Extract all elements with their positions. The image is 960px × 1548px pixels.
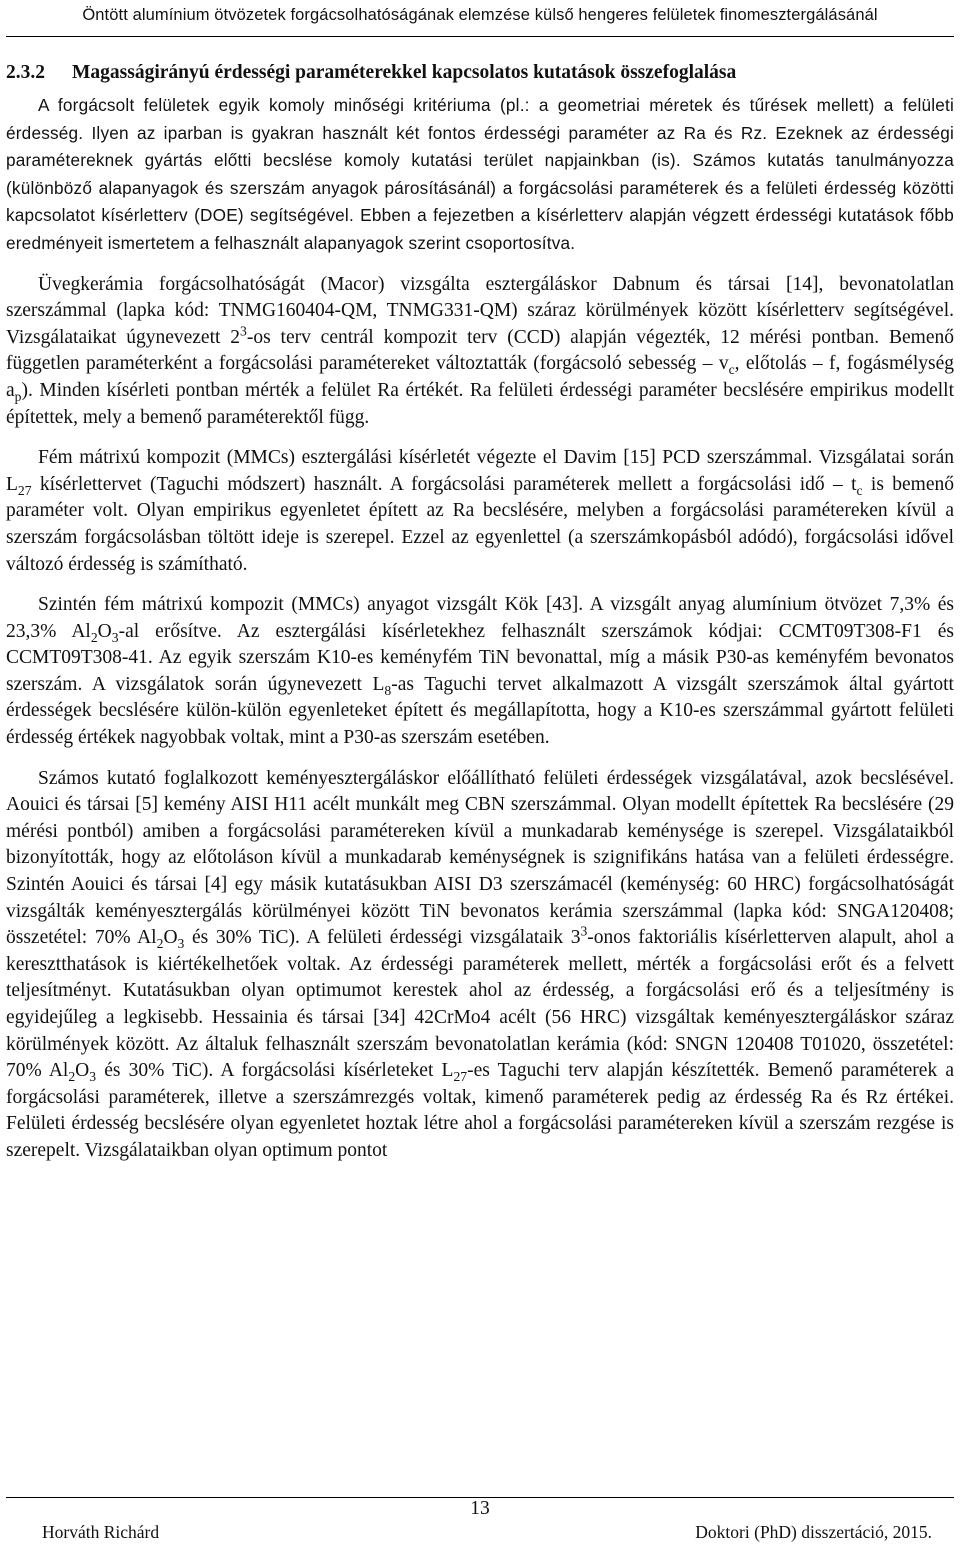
paragraph-2 (6, 272, 954, 432)
header-divider (6, 36, 954, 37)
paragraph-3 (6, 445, 954, 578)
paragraph-3-text: kísérlettervet (Taguchi módszert) használt. A forgácsolási paraméterek mellett a forgácsolási idő – t (31, 473, 857, 495)
page-number: 13 (470, 1498, 490, 1519)
paragraph-1-sans-text-cont: Számos kutatás tanulmányozza (különböző alapanyagok és szerszám anyagok párosításánál) a forgácsolási paraméterek és a felületi érdesség közötti kapcsolatot kísérletterv (DOE) segítségével. Ebben a fejezetben a kísérletterv alapján végzett érdességi kutatások főbb eredményeit ismertetem a felhasznált alapanyagok szerint csoportosítva. (6, 150, 955, 253)
paragraph-2-text: , előtolás – f, fogásmélység a (6, 353, 954, 401)
subscript: 2 (90, 629, 98, 645)
paragraph-4 (6, 592, 954, 752)
subscript: 27 (453, 1069, 468, 1085)
subscript: 3 (111, 629, 119, 645)
running-header: Öntött alumínium ötvözetek forgácsolhatóságának elemzése külső hengeres felületek finomesztergálásánál (82, 6, 878, 24)
paragraph-5-text: és 30% TiC). A felületi érdességi vizsgálataik 3 (184, 927, 581, 949)
subscript: 27 (17, 482, 32, 498)
paragraph-2-text: -os terv centrál kompozit terv (CCD) alapján végezték, 12 mérési pontban. Bemenő független paraméterként a forgácsolási paramétereket változtatták (forgácsoló sebesség – v (6, 326, 954, 375)
paragraph-5-text: Számos kutató foglalkozott keményesztergáláskor előállítható felületi érdességek vizsgálatával, azok becslésével. Aouici és társai [5] kemény AISI H11 acélt munkált meg CBN szerszámmal. Olyan modellt építettek Ra becslésére (29 mérési pontból) amiben a forgácsolási paramétereken kívül a munkadarab keménysége is szerepel. Vizsgálataikból bizonyították, hogy az előtoláson kívül a munkadarab keménységnek is szignifikáns hatása van a felületi érdességre. Szintén Aouici és társai [4] egy másik kutatásukban AISI D3 szerszámacél (keménység: 60 HRC) forgácsolhatóságát vizsgálták keményesztergálás körülményei között TiN bevonatos kerámia szerszámmal (lapka kód: SNGA120408; összetétel: 70% Al (6, 767, 954, 949)
superscript: 3 (580, 923, 588, 939)
paragraph-5-text: O (163, 927, 178, 949)
subscript: 3 (177, 936, 185, 952)
section-title: Magasságirányú érdességi paraméterekkel kapcsolatos kutatások összefoglalása (72, 62, 737, 83)
subscript: 2 (156, 936, 164, 952)
superscript: 3 (240, 323, 247, 339)
paragraph-4-text: -as Taguchi tervet alkalmazott A vizsgált szerszámok által gyártott érdességek becslésére külön-külön egyenleteket épített és megállapította, hogy a K10-es szerszámmal gyártott felületi érdesség értékek nagyobbak voltak, mint a P30-as szerszám esetében. (6, 673, 954, 749)
section-heading (6, 62, 954, 84)
paragraph-5-text: -onos faktoriális kísérletterven alapult, ahol a keresztthatások is kiértékelhetőek voltak. Az érdességi paraméterek mellett, mérték a forgácsolási erőt és a felvett teljesítményt. Kutatásukban olyan optimumot kerestek ahol az érdesség, a forgácsolási erő és a teljesítmény is egyidejűleg a legkisebb. Hessainia és társai [34] 42CrMo4 acélt (56 HRC) vizsgáltak keményesztergáláskor száraz körülmények között. Az általuk felhasznált szerszám bevonatolatlan kerámia (kód: SNGN 120408 T01020, összetétel: 70% Al (6, 927, 954, 1082)
section-number: 2.3.2 (6, 62, 45, 83)
subscript: c (856, 482, 863, 498)
subscript: 2 (68, 1069, 76, 1085)
paragraph-2-text: Üvegkerámia forgácsolhatóságát (Macor) vizsgálta esztergáláskor Dabnum és társai [14], bevonatolatlan szerszámmal (lapka kód: TNMG160404-QM, TNMG331-QM) száraz körülmények között kísérletterv segítségével. Vizsgálataikat úgynevezett 2 (6, 273, 954, 348)
paragraph-1 (6, 92, 954, 258)
subscript: c (728, 362, 735, 378)
paragraph-3-text: Fém mátrixú kompozit (MMCs) esztergálási kísérletét végezte el Davim [15] PCD szerszámmal. Vizsgálatai során L (6, 447, 954, 495)
subscript: p (14, 388, 22, 404)
subscript: 8 (384, 682, 392, 698)
paragraph-4-text: O (97, 620, 112, 642)
paragraph-4-text: Szintén fém mátrixú kompozit (MMCs) anyagot vizsgált Kök [43]. A vizsgált anyag alumínium ötvözet 7,3% és 23,3% Al (6, 594, 954, 642)
paragraph-4-text: -al erősítve. Az esztergálási kísérletekhez felhasznált szerszámok kódjai: CCMT09T308-F1 és CCMT09T308-41. Az egyik szerszám K10-es keményfém TiN bevonattal, míg a másik P30-as keményfém bevonatos szerszám. A vizsgálatok során úgynevezett L (6, 620, 954, 695)
paragraph-5 (6, 766, 954, 1165)
footer-document-type: Doktori (PhD) disszertáció, 2015. (695, 1522, 932, 1542)
paragraph-5-text: O (75, 1060, 90, 1082)
paragraph-2-text: ). Minden kísérleti pontban mérték a felület Ra értékét. Ra felületi érdességi paraméter becslésére empirikus modellt építettek, mely a bemenő paraméterektől függ. (6, 379, 954, 428)
footer-author: Horváth Richárd (42, 1522, 160, 1542)
paragraph-3-text: is bemenő paraméter volt. Olyan empirikus egyenletet épített az Ra becslésére, melyben a forgácsolási paramétereken kívül a szerszám forgácsolásban töltött ideje is szerepel. Ezzel az egyenlettel (a szerszámkopásból adódó), forgácsolási idővel változó érdesség is számítható. (6, 473, 955, 575)
paragraph-5-text: -es Taguchi terv alapján készítették. Bemenő paraméterek a forgácsolási paraméterek, illetve a szerszámrezgés voltak, kimenő paraméterek pedig az érdesség Ra és Rz értékei. Felületi érdesség becslésére olyan egyenletet hoztak létre ahol a forgácsolási paramétereken kívül a szerszám rezgése is szerepelt. Vizsgálataikban olyan optimum pontot (6, 1060, 955, 1161)
paragraph-5-text: és 30% TiC). A forgácsolási kísérleteket L (96, 1060, 454, 1082)
subscript: 3 (89, 1069, 97, 1085)
paragraph-1-sans-text: A forgácsolt felületek egyik komoly minőségi kritériuma (pl.: a geometriai méretek és tűrések mellett) a felületi érdesség. Ilyen az iparban is gyakran használt két fontos érdességi paraméter az Ra és Rz. Ezeknek az érdességi paramétereknek gyártás előtti becslése komoly kutatási terület napjainkban (is). (6, 95, 954, 171)
body-text (6, 92, 954, 1165)
